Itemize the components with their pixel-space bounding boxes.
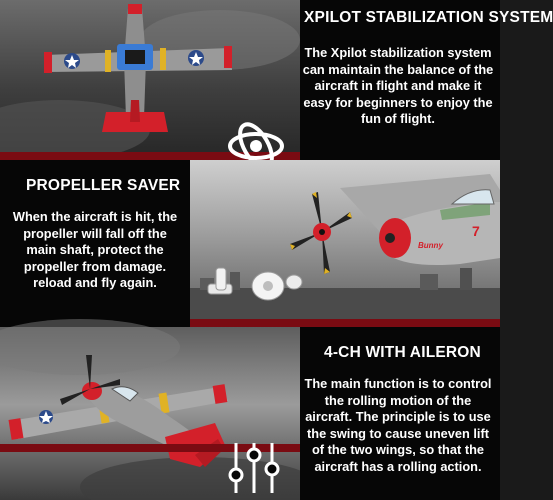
xpilot-panel xyxy=(0,0,553,160)
section-description: The Xpilot stabilization system can maintain the balance of the aircraft in flight and make it easy for beginners to enjoy the fun of flight. xyxy=(302,45,494,127)
propeller-saver-panel xyxy=(0,160,500,327)
nose-art-label: Bunny xyxy=(418,241,443,250)
section-divider-bar xyxy=(190,319,500,327)
section-title: 4-CH WITH AILERON xyxy=(324,344,481,361)
section-title: XPILOT STABILIZATION SYSTEM xyxy=(304,9,553,26)
tail-number-label: 7 xyxy=(472,223,480,239)
sliders-icon xyxy=(226,439,282,497)
section-description: When the aircraft is hit, the propeller will fall off the main shaft, protect the propeller from damage. reload and fly again. xyxy=(12,209,178,291)
section-description: The main function is to control the rolling motion of the aircraft. The principle is to use the swing to cause uneven lift of the two wings, so that the aircraft has a rolling action. xyxy=(304,376,492,474)
section-title: PROPELLER SAVER xyxy=(26,177,181,194)
plane-side-view-image xyxy=(190,160,500,327)
aileron-panel xyxy=(0,327,500,500)
